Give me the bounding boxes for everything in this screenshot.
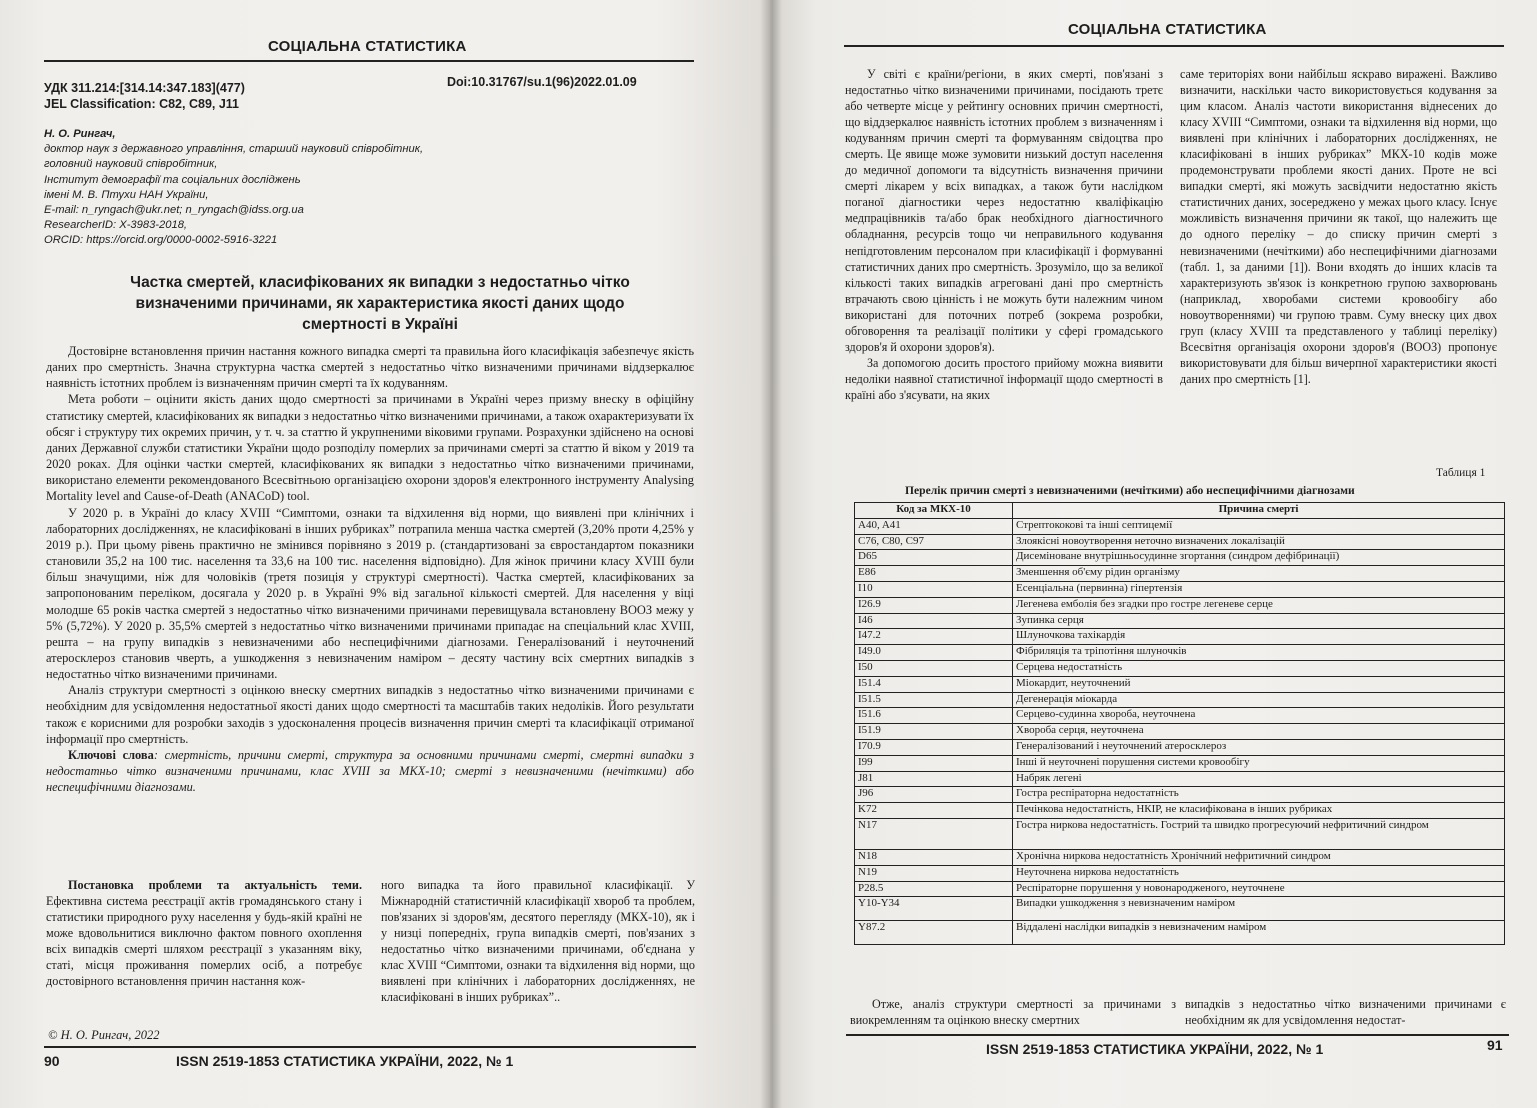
author-orcid: ORCID: https://orcid.org/0000-0002-5916-3221 [44, 234, 278, 247]
cause-of-death-cell: Стрептококові та інші септицемії [1013, 518, 1505, 534]
table-row [855, 660, 1505, 676]
abstract [46, 343, 694, 795]
cause-of-death-cell: Хронічна ниркова недостатність Хронічний нефритичний синдром [1013, 849, 1505, 865]
keywords-text: : смертність, причини смерті, структура за основними причинами смерті, смертні випадки з недостатньо чітко визначеними причинами, клас XVIII за МКХ-10; смерті з невизначеними (нечіткими) або неспецифічними діагнозами. [46, 747, 695, 795]
table-row [855, 676, 1505, 692]
table-row [855, 724, 1505, 740]
icd-code-cell: I49.0 [855, 645, 1013, 661]
cause-of-death-cell: Злоякісні новоутворення неточно визначених локалізацій [1013, 534, 1505, 550]
article-title [60, 272, 700, 335]
abstract-paragraph: Мета роботи – оцінити якість даних щодо смертності за причинами в Україні через призму внеску в офіційну статистику смертей, класифікованих як випадки з недостатньо чітко визначеними причинами, а також охарактеризувати їх обсяг і структуру тих окремих причин, у т. ч. за статтю й укрупненими віковими групами. Розрахунки здійснено на основі даних Державної служби статистики України щодо розподілу померлих за причинами смерті за статтю й віком у 2019 та 2020 роках. Для оцінки частки смертей, класифікованих як випадки з недостатньо чітко визначеними причинами, використано елементи рекомендованого Всесвітньою організацією охорони здоров'я електронного інструменту Analysing Mortality level and Cause-of-Death (ANACoD) tool. [46, 392, 694, 504]
icd-code-cell: I26.9 [855, 597, 1013, 613]
table-row [855, 803, 1505, 819]
journal-footer: ISSN 2519-1853 СТАТИСТИКА УКРАЇНИ, 2022, № 1 [176, 1053, 514, 1069]
body-column-1 [845, 66, 1163, 403]
section-header: СОЦІАЛЬНА СТАТИСТИКА [1068, 21, 1267, 38]
column-header-code: Код за МКХ-10 [855, 503, 1013, 519]
body-text: ного випадка та його правильної класифікації. У Міжнародній статистичній класифікації хвороб та проблем, пов'язаних зі здоров'ям, десятого перегляду (МКХ-10), як і у низці попередніх, група випадків смерті, пов'язаних з недостатньо чітко визначеними причинами, об'єднана у клас XVIII “Симптоми, ознаки та відхилення від норми, що виявлені при клінічних і лабораторних дослідженнях, не класифіковані в інших рубриках”.. [381, 878, 695, 1004]
icd-table [854, 502, 1505, 945]
author-name: Н. О. Рингач, [44, 128, 116, 140]
footer-rule [846, 1034, 1509, 1036]
table-row [855, 818, 1505, 849]
abstract-paragraph: Достовірне встановлення причин настання кожного випадка смерті та правильна його класифікація забезпечує якість даних про смертність. Значна структурна частка смертей з недостатньо чітко визначеними причинами віддзеркалює наявність істотних проблем із визначенням причин смерті та їх кодуванням. [46, 344, 694, 391]
table-row [855, 755, 1505, 771]
icd-code-cell: A40, A41 [855, 518, 1013, 534]
title-line: смертності в Україні [302, 316, 458, 333]
footer-rule [44, 1046, 696, 1048]
column-header-cause: Причина смерті [1013, 503, 1505, 519]
author-line: доктор наук з державного управління, старший науковий співробітник, [44, 143, 424, 156]
body-paragraph: У світі є країни/регіони, в яких смерті, пов'язані з недостатньо чітко визначеними причинами, посідають третє або четверте місце у рейтингу основних причин смертності, що віддзеркалює наявність істотних проблем з визначенням і кодуванням причин смерті та формуванням свідоцтва про смерть. Це явище може зумовити низький доступ населення до медичної допомоги та відсутність визначення причини смерті лікарем у всіх випадках, а також бути наслідком поганої діагностики через недостатню кваліфікацію медпрацівників та/або брак необхідного діагностичного обладнання, ресурсів тощо чи неправильного кодування непідготовленим персоналом при класифікації і формуванні статистичних даних про смертність. Зрозуміло, що за великої кількості таких випадків агреговані дані про смертність втрачають свою цінність і не можуть бути належним чином використані для поточних потреб (зокрема розробки, обговорення та реалізації політики у сфері громадського здоров'я й охорони здоров'я). [845, 67, 1163, 354]
cause-of-death-cell: Дегенерація міокарда [1013, 692, 1505, 708]
table-row [855, 787, 1505, 803]
icd-code-cell: I51.6 [855, 708, 1013, 724]
copyright: © Н. О. Рингач, 2022 [48, 1028, 160, 1042]
cause-of-death-cell: Неуточнена ниркова недостатність [1013, 865, 1505, 881]
journal-footer: ISSN 2519-1853 СТАТИСТИКА УКРАЇНИ, 2022, № 1 [986, 1041, 1324, 1057]
body-paragraph: саме територіях вони найбільш яскраво виражені. Важливо визначити, наскільки часто використовується кодування за цим класом. Аналіз частоти використання віднесених до класу XVIII “Симптоми, ознаки та відхилення від норми, що виявлені при клінічних і лабораторних дослідженнях, не класифіковані в інших рубриках” МКХ-10 кодів може продемонструвати проблеми якості даних. Проте не всі випадки смерті, які можуть засвідчити недостатню якість статистичних даних, зосереджено у межах цього класу. Існує можливість визначення причини як такої, що належить ще до одного переліку – до списку причин смерті з невизначеними (нечіткими) або неспецифічними діагнозами (табл. 1, за даними [1]). Вони входять до інших класів та характеризують зв'язок із конкретною групою захворювань (наприклад, хворобами системи кровообігу або новоутвореннями) чи групою травм. Суму внеску цих двох груп (класу XVIII та представленого у таблиці переліку) Всесвітня організація охорони здоров'я (ВООЗ) пропонує використовувати для більш вичерпної характеристики якості даних про смертність [1]. [1180, 67, 1497, 386]
header-rule [44, 60, 694, 62]
body-column-1 [46, 877, 362, 989]
title-line: визначеними причинами, як характеристика якості даних щодо [135, 295, 625, 312]
icd-code-cell: I70.9 [855, 739, 1013, 755]
keywords [46, 747, 694, 795]
table-row [855, 897, 1505, 921]
cause-of-death-cell: Респіраторне порушення у новонародженого, неуточнене [1013, 881, 1505, 897]
table-row [855, 645, 1505, 661]
icd-code-cell: I51.5 [855, 692, 1013, 708]
table-row [855, 613, 1505, 629]
table-row [855, 865, 1505, 881]
header-rule [844, 45, 1504, 47]
icd-code-cell: I46 [855, 613, 1013, 629]
icd-code-cell: K72 [855, 803, 1013, 819]
cause-of-death-cell: Легенева емболія без згадки про гостре легеневе серце [1013, 597, 1505, 613]
icd-code-cell: N19 [855, 865, 1013, 881]
body-text: випадків з недостатньо чітко визначеними причинами є необхідним як для усвідомлення недостат- [1185, 997, 1506, 1027]
section-lead: Постановка проблеми та актуальність теми. [68, 878, 362, 892]
table-row [855, 581, 1505, 597]
icd-code-cell: N17 [855, 818, 1013, 849]
cause-of-death-cell: Есенціальна (первинна) гіпертензія [1013, 581, 1505, 597]
author-email: E-mail: n_ryngach@ukr.net; n_ryngach@idss.org.ua [44, 204, 304, 217]
author-researcher-id: ResearcherID: X-3983-2018, [44, 219, 188, 232]
cause-of-death-cell: Хвороба серця, неуточнена [1013, 724, 1505, 740]
icd-code-cell: I99 [855, 755, 1013, 771]
section-header: СОЦІАЛЬНА СТАТИСТИКА [268, 38, 467, 55]
jel-classification: JEL Classification: C82, C89, J11 [44, 97, 240, 111]
table-row [855, 921, 1505, 945]
cause-of-death-cell: Зменшення об'єму рідин організму [1013, 566, 1505, 582]
table-number: Таблиця 1 [1436, 467, 1486, 479]
icd-code-cell: J81 [855, 771, 1013, 787]
cause-of-death-cell: Міокардит, неуточнений [1013, 676, 1505, 692]
keywords-label: Ключові слова [68, 747, 154, 762]
icd-code-cell: I50 [855, 660, 1013, 676]
cause-of-death-cell: Гостра ниркова недостатність. Гострий та швидко прогресуючий нефритичний синдром [1013, 818, 1505, 849]
icd-code-cell: I47.2 [855, 629, 1013, 645]
table-row [855, 518, 1505, 534]
author-line: Інститут демографії та соціальних досліджень [44, 173, 301, 186]
icd-code-cell: Y10-Y34 [855, 897, 1013, 921]
cause-of-death-cell: Генералізований і неуточнений атеросклероз [1013, 739, 1505, 755]
book-gutter [760, 0, 782, 1108]
table-row [855, 881, 1505, 897]
body-column-2 [1180, 66, 1497, 387]
table-row [855, 739, 1505, 755]
cause-of-death-cell: Фібриляція та тріпотіння шлуночків [1013, 645, 1505, 661]
table-row [855, 849, 1505, 865]
body-column-2 [381, 877, 695, 1005]
author-block [44, 127, 524, 249]
cause-of-death-cell: Гостра респіраторна недостатність [1013, 787, 1505, 803]
icd-code-cell: J96 [855, 787, 1013, 803]
title-line: Частка смертей, класифікованих як випадки з недостатньо чітко [130, 274, 630, 291]
author-line: імені М. В. Птухи НАН України, [44, 188, 209, 201]
abstract-paragraph: У 2020 р. в Україні до класу XVIII “Симптоми, ознаки та відхилення від норми, що виявлені при клінічних і лабораторних дослідженнях, не класифіковані в інших рубриках” потрапила менша частка смертей (3,20% проти 4,25% у 2019 р.). При цьому рівень практично не змінився порівняно з 2019 р. (стандартизовані за євростандартом показники становили 35,2 на 100 тис. населення та 33,6 на 100 тис. населення відповідно). Для жінок причини класу XVIII були більш значущими, ніж для чоловіків (третя позиція у структурі смертності). Частка смертей, класифікованих за запропонованим переліком, досягала у 2020 р. в Україні 9% від загальної кількості смертей. Для населення у віці молодше 65 років частка смертей з недостатньо чітко визначеними причинами перевищувала встановлену ВООЗ межу у 5% (5,72%). У 2020 р. 35,5% смертей з недостатньо чітко визначеними причинами припадає на спеціальний клас XVIII, решта – на групу випадків з невизначеними або неспецифічними діагнозами. Генералізований і неуточнений атеросклероз становив чверть, а ушкодження з невизначеним наміром – десяту частину всіх смертних випадків з недостатньо чітко визначеними причинами. [46, 505, 694, 682]
body-text: Отже, аналіз структури смертності за причинами з виокремленням та оцінкою внеску смертних [850, 997, 1176, 1027]
cause-of-death-cell: Випадки ушкодження з невизначеним наміром [1013, 897, 1505, 921]
table-row [855, 708, 1505, 724]
body-paragraph: За допомогою досить простого прийому можна виявити недоліки наявної статистичної інформації щодо смертності в країні або з'ясувати, на яких [845, 355, 1163, 402]
icd-code-cell: P28.5 [855, 881, 1013, 897]
cause-of-death-cell: Печінкова недостатність, НКІР, не класифікована в інших рубриках [1013, 803, 1505, 819]
table-row [855, 692, 1505, 708]
table-row [855, 629, 1505, 645]
table-title: Перелік причин смерті з невизначеними (нечіткими) або неспецифічними діагнозами [905, 484, 1355, 497]
bottom-column-1 [850, 996, 1176, 1028]
table-row [855, 566, 1505, 582]
doi: Doi:10.31767/su.1(96)2022.01.09 [447, 75, 637, 89]
page-number: 91 [1487, 1037, 1503, 1053]
table-row [855, 771, 1505, 787]
body-text: Ефективна система реєстрації актів громадянського стану і статистики природного руху населення у будь-якій країні не може вдовольнитися виключно фактом повного охоплення всіх випадків смерті шляхом реєстрації з указанням віку, статі, місця проживання померлих осіб, а потребує достовірного встановлення причин настання кож- [46, 894, 362, 988]
table-row [855, 550, 1505, 566]
cause-of-death-cell: Серцево-судинна хвороба, неуточнена [1013, 708, 1505, 724]
cause-of-death-cell: Віддалені наслідки випадків з невизначеним наміром [1013, 921, 1505, 945]
icd-code-cell: C76, C80, C97 [855, 534, 1013, 550]
bottom-column-2 [1185, 996, 1506, 1028]
page-number: 90 [44, 1053, 60, 1069]
abstract-paragraph: Аналіз структури смертності з оцінкою внеску смертних випадків з недостатньо чітко визначеними причинами є необхідним для усвідомлення недостатньої якості даних щодо смертності та масштабів таких недоліків. Його результати також є корисними для розробки заходів з удосконалення процесів визначення причин смерті та класифікації отриманої інформації про смертність. [46, 683, 694, 746]
cause-of-death-cell: Інші й неуточнені порушення системи кровообігу [1013, 755, 1505, 771]
icd-code-cell: E86 [855, 566, 1013, 582]
cause-of-death-cell: Дисеміноване внутрішньосудинне згортання (синдром дефібринації) [1013, 550, 1505, 566]
icd-code-cell: I51.4 [855, 676, 1013, 692]
icd-code-cell: N18 [855, 849, 1013, 865]
cause-of-death-cell: Серцева недостатність [1013, 660, 1505, 676]
table-header-row [855, 503, 1505, 519]
icd-code-cell: I51.9 [855, 724, 1013, 740]
cause-of-death-cell: Набряк легені [1013, 771, 1505, 787]
table-row [855, 597, 1505, 613]
icd-code-cell: I10 [855, 581, 1013, 597]
author-line: головний науковий співробітник, [44, 158, 218, 171]
udc-code: УДК 311.214:[314.14:347.183](477) [44, 81, 245, 95]
icd-code-cell: D65 [855, 550, 1013, 566]
cause-of-death-cell: Зупинка серця [1013, 613, 1505, 629]
icd-code-cell: Y87.2 [855, 921, 1013, 945]
table-row [855, 534, 1505, 550]
cause-of-death-cell: Шлуночкова тахікардія [1013, 629, 1505, 645]
